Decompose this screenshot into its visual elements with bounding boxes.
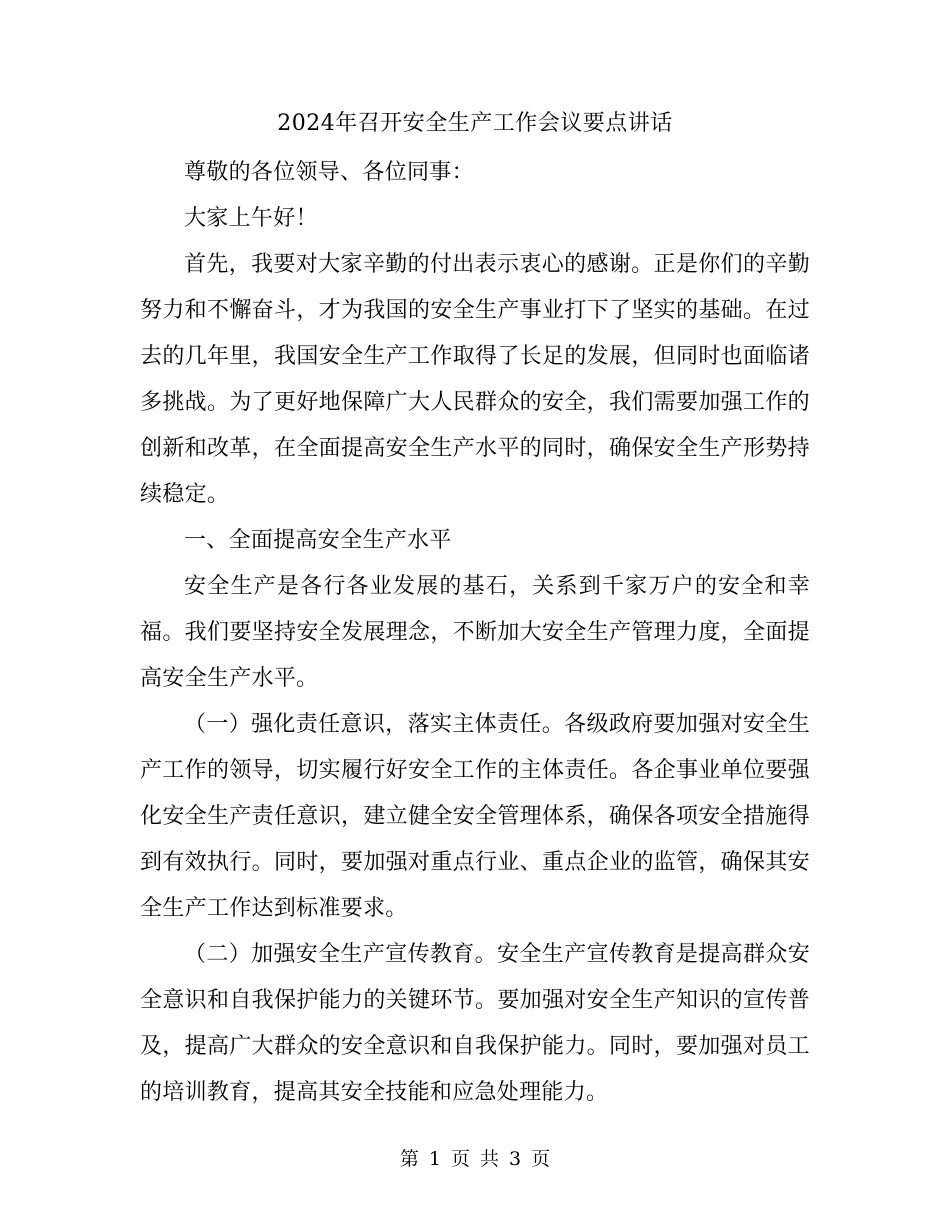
- greeting: 大家上午好！: [184, 206, 318, 231]
- paragraph-intro: 首先，我要对大家辛勤的付出表示衷心的感谢。正是你们的辛勤努力和不懈奋斗，才为我国的安全生产事业打下了坚实的基础。在过去的几年里，我国安全生产工作取得了长足的发展，但同时也面临诸多挑战。为了更好地保障广大人民群众的安全，我们需要加强工作的创新和改革，在全面提高安全生产水平的同时，确保安全生产形势持续稳定。: [140, 252, 810, 507]
- paragraph-subsection-1: （一）强化责任意识，落实主体责任。各级政府要加强对安全生产工作的领导，切实履行好安全工作的主体责任。各企事业单位要强化安全生产责任意识，建立健全安全管理体系，确保各项安全措施得到有效执行。同时，要加强对重点行业、重点企业的监管，确保其安全生产工作达到标准要求。: [140, 712, 810, 921]
- paragraph-section-1: 安全生产是各行各业发展的基石，关系到千家万户的安全和幸福。我们要坚持安全发展理念，不断加大安全生产管理力度，全面提高安全生产水平。: [140, 574, 810, 691]
- paragraph-subsection-2: （二）加强安全生产宣传教育。安全生产宣传教育是提高群众安全意识和自我保护能力的关键环节。要加强对安全生产知识的宣传普及，提高广大群众的安全意识和自我保护能力。同时，要加强对员工的培训教育，提高其安全技能和应急处理能力。: [140, 942, 810, 1105]
- salutation: 尊敬的各位领导、各位同事：: [184, 160, 474, 185]
- section-heading-1: 一、全面提高安全生产水平: [184, 528, 452, 553]
- document-body: [140, 150, 810, 1116]
- document-title: 2024年召开安全生产工作会议要点讲话: [277, 111, 673, 136]
- page-number-footer: 第 1 页 共 3 页: [399, 1148, 551, 1170]
